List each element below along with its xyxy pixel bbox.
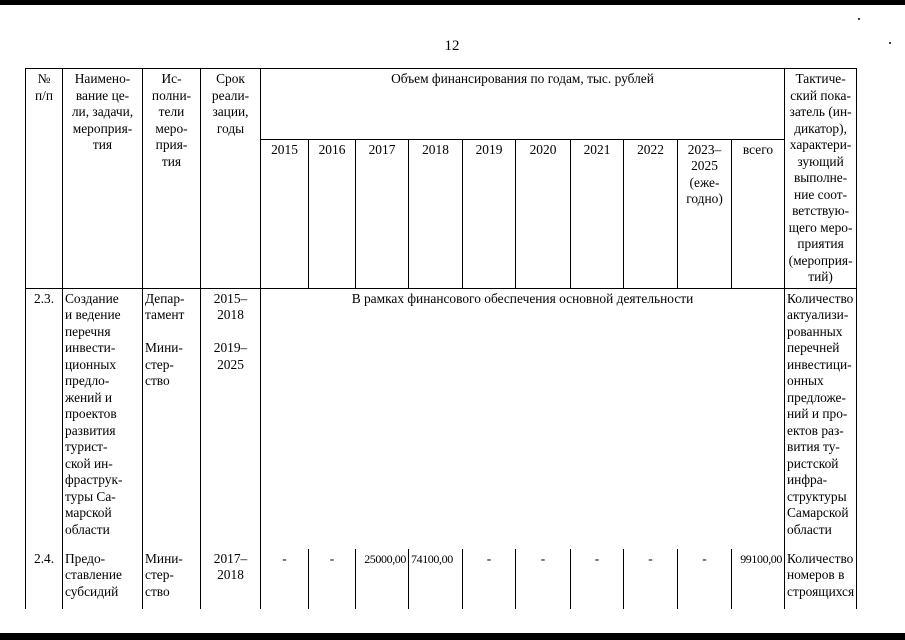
row-indicator: Количество актуализи- рованных перечней инвестици- онных предложе- ний и про- ектов раз- вития ту- ристской инфра- структуры Самарской области bbox=[785, 288, 857, 549]
header-no: № п/п bbox=[26, 69, 63, 289]
row-term: 2015– 2018 2019– 2025 bbox=[201, 288, 261, 549]
value-2017: 25000,00 bbox=[356, 549, 409, 609]
header-year-2015: 2015 bbox=[261, 139, 309, 288]
value-2023-2025: - bbox=[678, 549, 732, 609]
value-total: 99100,00 bbox=[732, 549, 785, 609]
value-2020: - bbox=[516, 549, 571, 609]
value-2022: - bbox=[624, 549, 678, 609]
row-funding-note: В рамках финансового обеспечения основной деятельности bbox=[261, 288, 785, 549]
page-number: 12 bbox=[444, 38, 460, 54]
scan-speck bbox=[889, 42, 891, 44]
scan-edge-bottom bbox=[0, 633, 905, 640]
value-2016: - bbox=[309, 549, 356, 609]
row-name: Создание и ведение перечня инвести- ционных предло- жений и проектов развития турист- ской ин- фраструк- туры Са- марской области bbox=[63, 288, 143, 549]
row-executor: Мини- стер- ство bbox=[143, 549, 201, 609]
header-funding: Объем финансирования по годам, тыс. рублей bbox=[261, 69, 785, 140]
header-year-2018: 2018 bbox=[409, 139, 463, 288]
header-year-2021: 2021 bbox=[571, 139, 624, 288]
table-row bbox=[26, 549, 857, 609]
header-year-2023-2025: 2023– 2025 (еже- годно) bbox=[678, 139, 732, 288]
header-term: Срок реали- зации, годы bbox=[201, 69, 261, 289]
value-2021: - bbox=[571, 549, 624, 609]
header-year-2022: 2022 bbox=[624, 139, 678, 288]
scan-edge-top bbox=[0, 0, 905, 5]
header-total: всего bbox=[732, 139, 785, 288]
value-2015: - bbox=[261, 549, 309, 609]
value-2018: 74100,00 bbox=[409, 549, 463, 609]
header-row bbox=[26, 69, 857, 140]
row-term: 2017– 2018 bbox=[201, 549, 261, 609]
row-no: 2.4. bbox=[26, 549, 63, 609]
financing-table bbox=[25, 68, 857, 609]
table-row bbox=[26, 288, 857, 549]
header-executor: Ис- полни- тели меро- прия- тия bbox=[143, 69, 201, 289]
row-indicator: Количество номеров в строящихся bbox=[785, 549, 857, 609]
header-indicator: Тактиче- ский пока- затель (ин- дикатор), характери- зующий выполне- ние соот- ветствую- щего меро- приятия (мероприя- тий) bbox=[785, 69, 857, 289]
row-executor: Депар- тамент Мини- стер- ство bbox=[143, 288, 201, 549]
header-name: Наимено- вание це- ли, задачи, мероприя- тия bbox=[63, 69, 143, 289]
row-name: Предо- ставление субсидий bbox=[63, 549, 143, 609]
header-year-2017: 2017 bbox=[356, 139, 409, 288]
row-no: 2.3. bbox=[26, 288, 63, 549]
header-year-2020: 2020 bbox=[516, 139, 571, 288]
header-year-2016: 2016 bbox=[309, 139, 356, 288]
scan-speck bbox=[858, 18, 860, 20]
value-2019: - bbox=[463, 549, 516, 609]
header-year-2019: 2019 bbox=[463, 139, 516, 288]
